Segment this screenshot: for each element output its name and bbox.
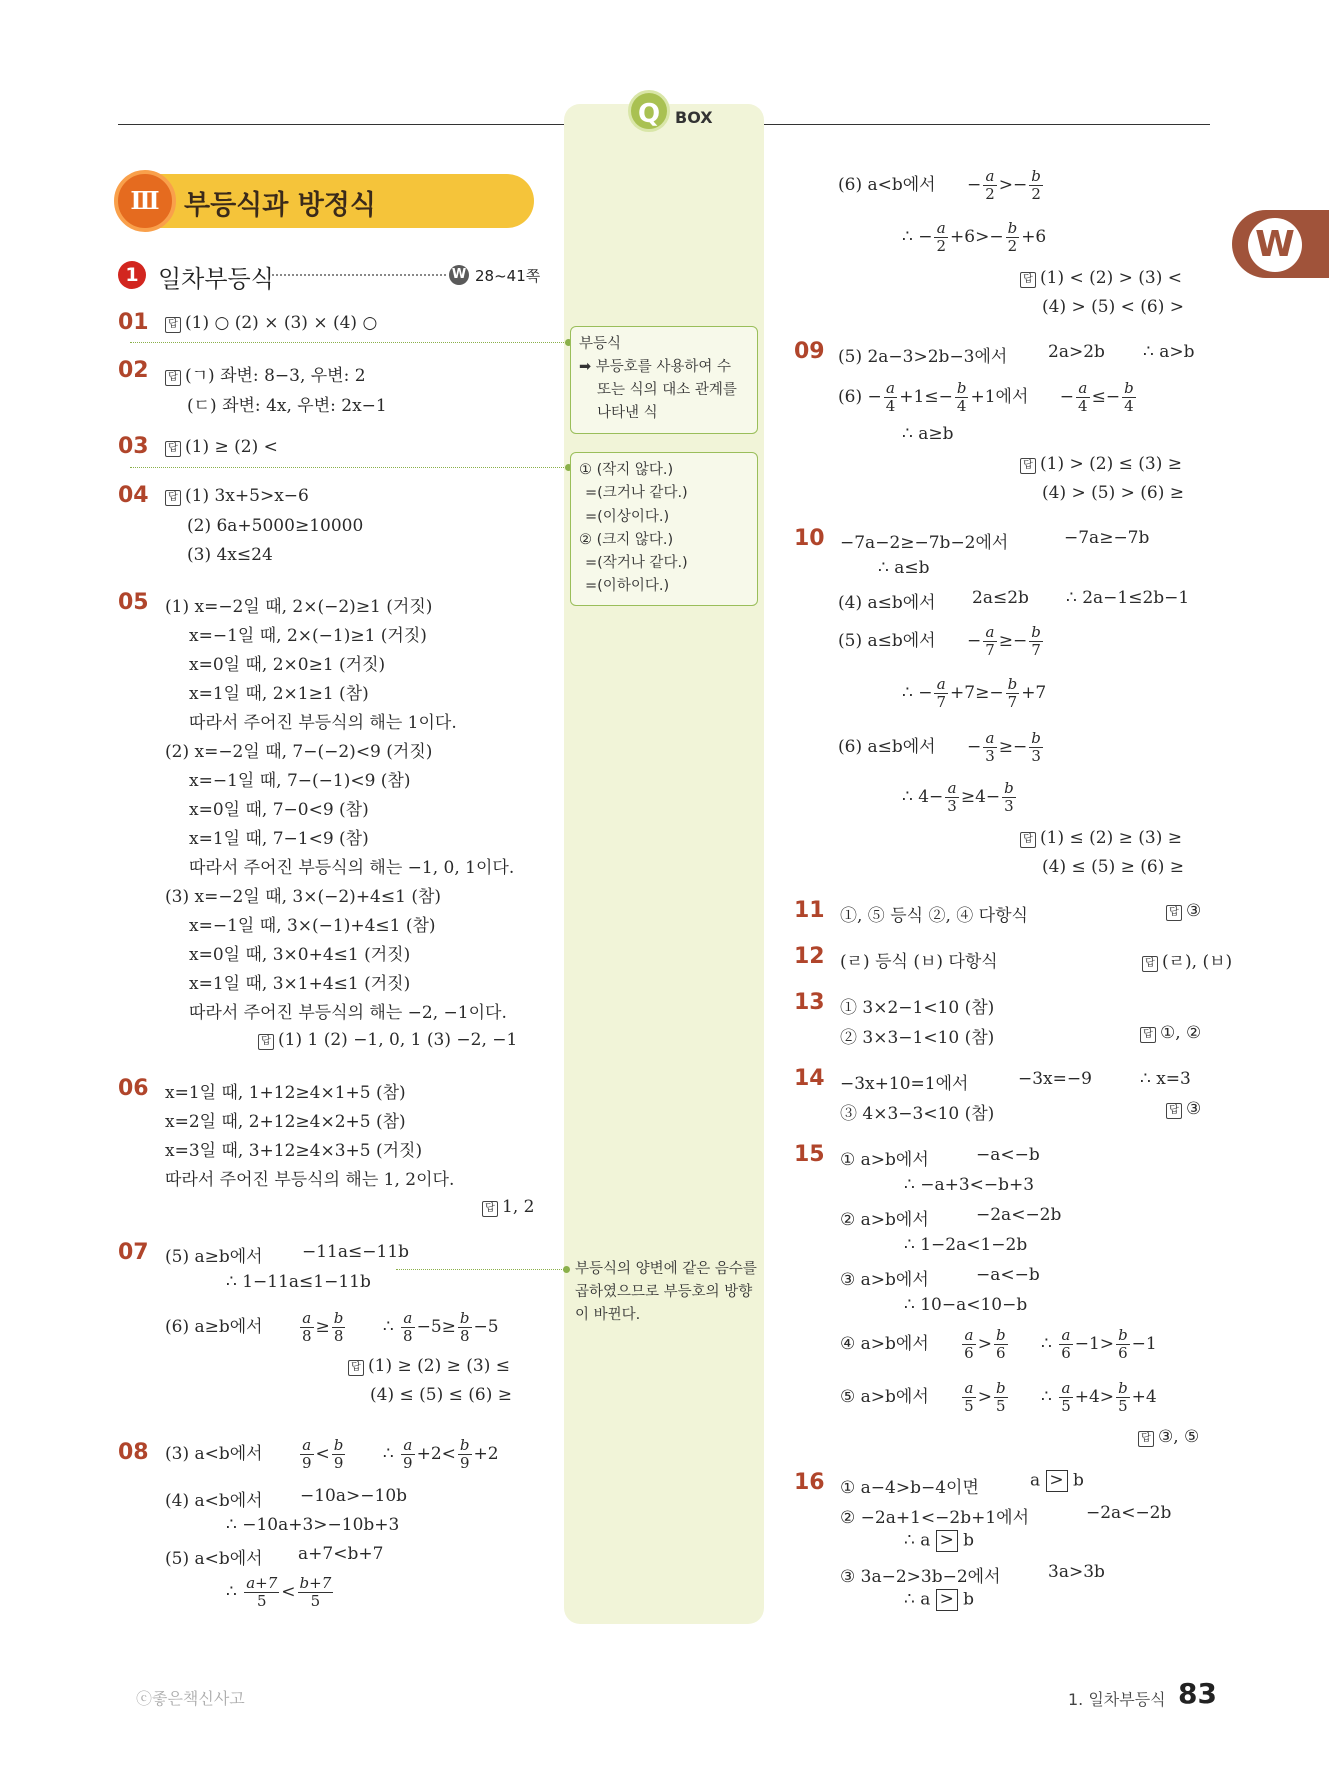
footer-copyright: ⓒ좋은책신사고 — [136, 1689, 245, 1708]
q05-line: (1) x=−2일 때, 2×(−2)≥1 (거짓) — [165, 597, 433, 617]
q08-line2a: (4) a<b에서 — [165, 1491, 263, 1511]
q14-line2: ③ 4×3−3<10 (참) — [840, 1104, 995, 1124]
q08-cont-l1a: (6) a<b에서 — [838, 175, 936, 195]
q10-line5: ∴ − $\frac{a}{7}$ +7≥− $\frac{b}{7}$ +7 — [902, 675, 1047, 711]
answer-box: > — [936, 1530, 958, 1552]
q16-l5: ∴ a — [904, 1589, 931, 1610]
answer-box: > — [1046, 1470, 1068, 1492]
q07-answer2: (4) ≤ (5) ≤ (6) ≥ — [370, 1385, 512, 1405]
answer-box: > — [936, 1589, 958, 1611]
q16-line3 — [904, 1530, 974, 1552]
q10-number: 10 — [794, 526, 825, 551]
q07-line1a: (5) a≥b에서 — [165, 1247, 263, 1267]
q07-line3: (6) a≥b에서 $\frac{a}{8}$ ≥ $\frac{b}{8}$ ∴ $\frac{a}{8}$ −5≥ $\frac{b}{8}$ −5 — [165, 1309, 499, 1345]
q15-line: ② a>b에서 — [840, 1210, 929, 1230]
q07-leader-dot — [563, 1266, 570, 1273]
answer-mark-icon: 답 — [1138, 1431, 1154, 1447]
note2-line: =(작거나 같다.) — [585, 555, 688, 572]
q04-line2: (2) 6a+5000≥10000 — [187, 516, 364, 536]
q16-l5c: b — [963, 1589, 975, 1610]
q05-line: (3) x=−2일 때, 3×(−2)+4≤1 (참) — [165, 887, 442, 907]
q13-answer-text: ①, ② — [1160, 1023, 1202, 1043]
w-tab-icon: W — [1248, 218, 1302, 272]
q01-text: (1) ○ (2) × (3) × (4) ○ — [185, 313, 378, 333]
q04-line3: (3) 4x≤24 — [187, 545, 273, 565]
q10-answer1 — [1020, 828, 1182, 848]
q09-line1a: (5) 2a−3>2b−3에서 — [838, 347, 1008, 367]
note2-line: ② (크지 않다.) — [579, 531, 674, 548]
q05-line: (2) x=−2일 때, 7−(−2)<9 (거짓) — [165, 742, 433, 762]
answer-mark-icon: 답 — [165, 441, 181, 457]
q04-number: 04 — [118, 483, 149, 508]
q05-number: 05 — [118, 590, 149, 615]
q05-line: x=1일 때, 7−1<9 (참) — [189, 829, 369, 849]
q16-line5 — [904, 1589, 974, 1611]
qbox-q-icon: Q — [628, 90, 670, 132]
chapter-title: 부등식과 방정식 — [184, 190, 376, 221]
q01-number: 01 — [118, 310, 149, 335]
answer-mark-icon: 답 — [1020, 458, 1036, 474]
q16-line1-result — [1030, 1470, 1084, 1492]
q14-answer-text: ③ — [1186, 1099, 1202, 1119]
q08-line4b: a+7<b+7 — [298, 1544, 384, 1564]
q07-line1b: −11a≤−11b — [302, 1242, 410, 1262]
q08-line4a: (5) a<b에서 — [165, 1549, 263, 1569]
q15-line: ∴ 1−2a<1−2b — [904, 1235, 1028, 1255]
q07-ans1: (1) ≥ (2) ≥ (3) ≤ — [368, 1356, 510, 1376]
q05-line: x=−1일 때, 7−(−1)<9 (참) — [189, 771, 411, 791]
q15-answer — [1138, 1427, 1199, 1447]
qbox-note-expressions — [570, 452, 758, 606]
q08-line5: ∴ $\frac{a+7}{5}$ < $\frac{b+7}{5}$ — [226, 1574, 332, 1610]
answer-mark-icon: 답 — [1020, 272, 1036, 288]
q11-text: ①, ⑤ 등식 ②, ④ 다항식 — [840, 906, 1028, 926]
q12-answer — [1142, 947, 1232, 972]
section-leader-dots — [272, 274, 446, 276]
q01-answer — [165, 313, 377, 333]
q02-line2: (ㄷ) 좌변: 4x, 우변: 2x−1 — [187, 396, 387, 416]
q09-l2a: (6) — [838, 387, 863, 407]
q14-answer — [1166, 1099, 1201, 1119]
q09-line2: (6) − $\frac{a}{4}$ +1≤− $\frac{b}{4}$ +1에서 − $\frac{a}{4}$ ≤− $\frac{b}{4}$ — [838, 379, 1134, 415]
q13-line2: ② 3×3−1<10 (참) — [840, 1028, 995, 1048]
q07-number: 07 — [118, 1240, 149, 1265]
q16-l1b: a — [1030, 1470, 1041, 1491]
note2-line: =(이상이다.) — [585, 508, 670, 525]
section-title: 일차부등식 — [158, 265, 274, 293]
q08-line2b: −10a>−10b — [300, 1486, 408, 1506]
q16-l3c: b — [963, 1530, 975, 1551]
section-pages: 28~41쪽 — [475, 267, 541, 285]
q15-line: −a<−b — [976, 1265, 1040, 1285]
q09-l2b: 에서 — [995, 387, 1029, 407]
q08-line1: (3) a<b에서 $\frac{a}{9}$ < $\frac{b}{9}$ ∴ $\frac{a}{9}$ +2< $\frac{b}{9}$ +2 — [165, 1436, 499, 1472]
page-number: 83 — [1178, 1677, 1217, 1710]
q15-l4a: ④ a>b에서 — [840, 1334, 929, 1354]
q05-line: x=1일 때, 2×1≥1 (참) — [189, 684, 369, 704]
q06-answer-text: 1, 2 — [502, 1197, 535, 1217]
q07-line2: ∴ 1−11a≤1−11b — [226, 1272, 371, 1292]
q05-line: 따라서 주어진 부등식의 해는 1이다. — [189, 713, 457, 733]
q07-leader — [396, 1269, 566, 1270]
q12-text: (ㄹ) 등식 (ㅂ) 다항식 — [840, 952, 998, 972]
answer-mark-icon: 답 — [165, 317, 181, 333]
answer-mark-icon: 답 — [1142, 956, 1158, 972]
section-number: 1 — [118, 261, 146, 289]
q05-line: x=0일 때, 3×0+4≤1 (거짓) — [189, 945, 411, 965]
q15-line4: ④ a>b에서 $\frac{a}{6}$ > $\frac{b}{6}$ ∴ $\frac{a}{6}$ −1> $\frac{b}{6}$ −1 — [840, 1326, 1157, 1362]
answer-mark-icon: 답 — [1140, 1027, 1156, 1043]
q07-line3a: (6) a≥b에서 — [165, 1317, 263, 1337]
q06-line: x=2일 때, 2+12≥4×2+5 (참) — [165, 1112, 406, 1132]
answer-mark-icon: 답 — [1166, 905, 1182, 921]
q09-answer2: (4) > (5) > (6) ≥ — [1042, 483, 1184, 503]
q08-line3: ∴ −10a+3>−10b+3 — [226, 1515, 400, 1535]
q05-line: x=−1일 때, 2×(−1)≥1 (거짓) — [189, 626, 427, 646]
workbook-icon: W — [449, 265, 469, 285]
top-rule-left — [118, 124, 564, 125]
answer-mark-icon: 답 — [165, 370, 181, 386]
q10-ans1: (1) ≤ (2) ≥ (3) ≥ — [1040, 828, 1182, 848]
answer-mark-icon: 답 — [1166, 1103, 1182, 1119]
q08-ans1: (1) < (2) > (3) < — [1040, 268, 1182, 288]
q03-answer — [165, 437, 278, 457]
q16-line2b: −2a<−2b — [1086, 1503, 1172, 1523]
q05-line: 따라서 주어진 부등식의 해는 −1, 0, 1이다. — [189, 858, 515, 878]
q12-number: 12 — [794, 944, 825, 969]
q12-answer-text: (ㄹ), (ㅂ) — [1162, 952, 1233, 972]
q06-line: 따라서 주어진 부등식의 해는 1, 2이다. — [165, 1170, 455, 1190]
q05-answer-text: (1) 1 (2) −1, 0, 1 (3) −2, −1 — [278, 1030, 518, 1050]
q09-line3: ∴ a≥b — [902, 424, 954, 444]
q16-l1c: b — [1072, 1470, 1084, 1491]
q13-answer — [1140, 1023, 1201, 1043]
q08-number: 08 — [118, 1440, 149, 1465]
q13-number: 13 — [794, 990, 825, 1015]
q10-l6a: (6) a≤b에서 — [838, 737, 936, 757]
q13-line1: ① 3×2−1<10 (참) — [840, 998, 995, 1018]
q09-line1c: ∴ a>b — [1143, 342, 1195, 362]
q06-line: x=3일 때, 3+12≥4×3+5 (거짓) — [165, 1141, 423, 1161]
q09-number: 09 — [794, 339, 825, 364]
q11-number: 11 — [794, 898, 825, 923]
answer-mark-icon: 답 — [165, 490, 181, 506]
note1-line: ➡ 부등호를 사용하여 수 — [579, 359, 732, 375]
q09-answer1 — [1020, 454, 1182, 474]
q03-leader — [130, 467, 566, 468]
q15-number: 15 — [794, 1142, 825, 1167]
q09-ans1: (1) > (2) ≤ (3) ≥ — [1040, 454, 1182, 474]
q02-number: 02 — [118, 358, 149, 383]
q04-line1 — [165, 486, 309, 506]
note1-title: 부등식 — [579, 336, 622, 352]
q15-line: −a<−b — [976, 1145, 1040, 1165]
q16-line4b: 3a>3b — [1048, 1562, 1105, 1582]
chapter-numeral: Ⅲ — [114, 170, 176, 232]
q10-answer2: (4) ≤ (5) ≥ (6) ≥ — [1042, 857, 1184, 877]
q10-line2: ∴ a≤b — [878, 558, 930, 578]
note1-line: 또는 식의 대소 관계를 — [597, 382, 737, 398]
q07-answer1 — [348, 1356, 510, 1376]
qbox-label: BOX — [675, 108, 713, 127]
q05-answer — [258, 1030, 517, 1050]
note2-line: ① (작지 않다.) — [579, 462, 674, 478]
q11-answer — [1166, 901, 1201, 921]
q10-line6: (6) a≤b에서 − $\frac{a}{3}$ ≥− $\frac{b}{3}$ — [838, 729, 1041, 765]
q10-line1a: −7a−2≥−7b−2에서 — [840, 533, 1009, 553]
q11-answer-text: ③ — [1186, 901, 1202, 921]
q08-answer2: (4) > (5) < (6) > — [1042, 297, 1184, 317]
q16-number: 16 — [794, 1470, 825, 1495]
q08-cont-line1: (6) a<b에서 − $\frac{a}{2}$ >− $\frac{b}{2}$ — [838, 167, 1041, 203]
q15-answer-text: ③, ⑤ — [1158, 1427, 1200, 1447]
q06-line: x=1일 때, 1+12≥4×1+5 (참) — [165, 1083, 406, 1103]
q05-line: x=1일 때, 3×1+4≤1 (거짓) — [189, 974, 411, 994]
q14-line1c: ∴ x=3 — [1140, 1069, 1191, 1089]
q05-line: x=0일 때, 2×0≥1 (거짓) — [189, 655, 386, 675]
q15-l5a: ⑤ a>b에서 — [840, 1387, 929, 1407]
answer-mark-icon: 답 — [348, 1360, 364, 1376]
note2-line: =(이하이다.) — [585, 578, 670, 595]
q15-line: ③ a>b에서 — [840, 1270, 929, 1290]
q14-line1b: −3x=−9 — [1018, 1069, 1092, 1089]
q10-line4: (5) a≤b에서 − $\frac{a}{7}$ ≥− $\frac{b}{7}$ — [838, 623, 1041, 659]
q02-line1 — [165, 361, 366, 386]
q03-text: (1) ≥ (2) < — [185, 437, 278, 457]
answer-mark-icon: 답 — [258, 1034, 274, 1050]
qbox-note-negative: 부등식의 양변에 같은 음수를 곱하였으므로 부등호의 방향이 바뀐다. — [575, 1261, 757, 1323]
q10-line7: ∴ 4− $\frac{a}{3}$ ≥4− $\frac{b}{3}$ — [902, 779, 1014, 815]
q15-line: ∴ 10−a<10−b — [904, 1295, 1028, 1315]
q04-line1-text: (1) 3x+5>x−6 — [185, 486, 309, 506]
q15-line: ① a>b에서 — [840, 1150, 929, 1170]
q15-line: ∴ −a+3<−b+3 — [904, 1175, 1035, 1195]
q05-line: x=−1일 때, 3×(−1)+4≤1 (참) — [189, 916, 436, 936]
note2-line: =(크거나 같다.) — [585, 485, 688, 502]
q15-line5: ⑤ a>b에서 $\frac{a}{5}$ > $\frac{b}{5}$ ∴ $\frac{a}{5}$ +4> $\frac{b}{5}$ +4 — [840, 1379, 1157, 1415]
q06-answer — [482, 1197, 534, 1217]
q10-line3a: (4) a≤b에서 — [838, 593, 936, 613]
q10-line1b: −7a≥−7b — [1064, 528, 1150, 548]
q16-line4a: ③ 3a−2>3b−2에서 — [840, 1567, 1001, 1587]
answer-mark-icon: 답 — [482, 1201, 498, 1217]
q06-number: 06 — [118, 1076, 149, 1101]
q16-line1a: ① a−4>b−4이면 — [840, 1478, 979, 1498]
footer-section: 1. 일차부등식 — [1068, 1690, 1166, 1709]
q15-line: −2a<−2b — [976, 1205, 1062, 1225]
q09-line1b: 2a>2b — [1048, 342, 1105, 362]
q01-leader — [130, 342, 566, 343]
q05-line: x=0일 때, 7−0<9 (참) — [189, 800, 369, 820]
q08-cont-line2: ∴ − $\frac{a}{2}$ +6>− $\frac{b}{2}$ +6 — [902, 219, 1047, 255]
q14-line1a: −3x+10=1에서 — [840, 1074, 969, 1094]
q10-line3c: ∴ 2a−1≤2b−1 — [1066, 588, 1190, 608]
note1-line: 나타낸 식 — [597, 405, 658, 421]
q03-number: 03 — [118, 434, 149, 459]
q10-line3b: 2a≤2b — [972, 588, 1029, 608]
q14-number: 14 — [794, 1066, 825, 1091]
q08-line1a: (3) a<b에서 — [165, 1444, 263, 1464]
answer-mark-icon: 답 — [1020, 832, 1036, 848]
q08-answer1 — [1020, 268, 1182, 288]
q16-l3: ∴ a — [904, 1530, 931, 1551]
q16-line2a: ② −2a+1<−2b+1에서 — [840, 1508, 1029, 1528]
q10-l4a: (5) a≤b에서 — [838, 631, 936, 651]
q02-line1-text: (ㄱ) 좌변: 8−3, 우변: 2 — [185, 366, 366, 386]
qbox-note-inequality — [570, 326, 758, 434]
top-rule-right — [764, 124, 1210, 125]
q05-line: 따라서 주어진 부등식의 해는 −2, −1이다. — [189, 1003, 507, 1023]
